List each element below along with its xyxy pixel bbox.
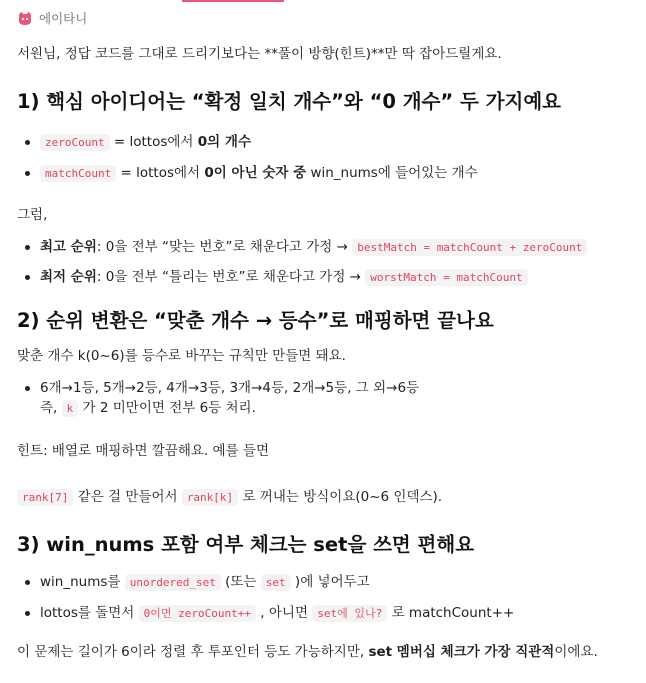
section-1-rank-list (17, 237, 632, 288)
inline-code: matchCount (40, 165, 116, 182)
bold-text: set 멤버십 체크가 가장 직관적 (368, 644, 555, 660)
text: lottos를 돌면서 (40, 605, 139, 621)
chat-header (17, 9, 87, 27)
text: (또는 (220, 574, 261, 590)
section-3-heading: 3) win_nums 포함 여부 체크는 set을 쓰면 편해요 (17, 533, 475, 556)
text: 즉, (40, 400, 62, 416)
section-1-heading: 1) 핵심 아이디어는 “확정 일치 개수”와 “0 개수” 두 가지예요 (17, 90, 561, 113)
text: 이에요. (554, 644, 598, 660)
text: = lottos에서 (109, 134, 198, 150)
list-item (17, 237, 632, 258)
inline-code: set에 있나? (312, 605, 387, 622)
text: 가 2 미만이면 전부 6등 처리. (78, 400, 256, 416)
hint-text: 힌트: 배열로 매핑하면 깔끔해요. 예를 들면 (17, 443, 269, 459)
bold-text: 0의 개수 (197, 134, 251, 150)
text: 6개→1등, 5개→2등, 4개→3등, 3개→4등, 2개→5등, 그 외→6등 (40, 380, 420, 396)
closing-text (17, 642, 632, 662)
text: win_nums를 (40, 574, 125, 590)
inline-code: set (261, 574, 291, 591)
section-2-heading: 2) 순위 변환은 “맞춘 개수 → 등수”로 매핑하면 끝나요 (17, 309, 494, 332)
list-item (17, 603, 632, 624)
list-item (17, 132, 632, 153)
section-2-list (17, 378, 632, 419)
bold-text: 최저 순위 (40, 269, 97, 285)
inline-code: k (62, 400, 79, 417)
text: 같은 걸 만들어서 (73, 489, 182, 505)
bold-text: 0이 아닌 숫자 중 (204, 165, 307, 181)
inline-code: unordered_set (125, 574, 221, 591)
list-item (17, 572, 632, 593)
section-2-text: 맞춘 개수 k(0~6)를 등수로 바꾸는 규칙만 만들면 돼요. (17, 348, 346, 364)
message-body (17, 44, 632, 662)
section-3-list (17, 572, 632, 624)
text: = lottos에서 (116, 165, 205, 181)
text: 이 문제는 길이가 6이라 정렬 후 투포인터 등도 가능하지만, (17, 644, 369, 660)
list-item (17, 378, 632, 419)
rank-array-text (17, 487, 632, 508)
text: )에 넣어두고 (290, 574, 370, 590)
text: , 아니면 (256, 605, 313, 621)
text: : 0을 전부 “맞는 번호”로 채운다고 가정 → (96, 239, 353, 255)
then-text: 그럼, (17, 207, 48, 223)
inline-code: 0이면 zeroCount++ (139, 605, 256, 622)
intro-text: 서원님, 정답 코드를 그대로 드리기보다는 **풀이 방향(힌트)**만 딱 잡아드릴게요. (17, 46, 502, 62)
inline-code: zeroCount (40, 134, 110, 151)
brand-name: 에이타니 (39, 11, 88, 26)
brand-logo-icon (17, 10, 33, 26)
section-1-list (17, 132, 632, 184)
text: : 0을 전부 “틀리는 번호”로 채운다고 가정 → (96, 269, 366, 285)
text: 로 꺼내는 방식이요(0~6 인덱스). (238, 489, 443, 505)
inline-code: rank[7] (17, 489, 73, 506)
text: 로 matchCount++ (387, 605, 515, 621)
list-item (17, 163, 632, 184)
text: win_nums에 들어있는 개수 (306, 165, 478, 181)
inline-code: rank[k] (182, 489, 238, 506)
active-tab-indicator (182, 0, 284, 2)
inline-code: bestMatch = matchCount + zeroCount (352, 239, 587, 256)
inline-code: worstMatch = matchCount (365, 269, 527, 286)
list-item (17, 267, 632, 288)
bold-text: 최고 순위 (40, 239, 97, 255)
